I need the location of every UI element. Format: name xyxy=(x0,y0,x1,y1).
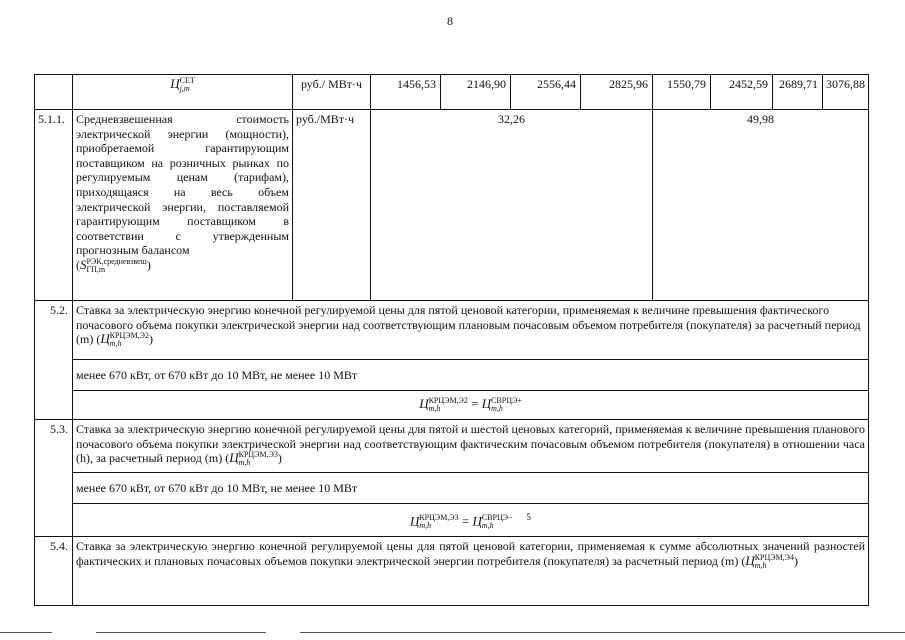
table-row xyxy=(35,504,869,537)
row-number: 5.1.1. xyxy=(35,110,73,301)
network-price-symbol: Ц СЕТ j,m xyxy=(73,75,293,110)
value-cell: 2556,44 xyxy=(511,75,581,110)
table-row xyxy=(35,420,869,473)
table-row xyxy=(35,75,869,110)
table-row xyxy=(35,110,869,301)
value-cell: 2825,96 xyxy=(581,75,653,110)
row-number: 5.3. xyxy=(35,420,73,537)
table-row xyxy=(35,537,869,606)
value-cell: 3076,88 xyxy=(823,75,869,110)
unit-cell: руб./ МВт·ч xyxy=(293,75,371,110)
power-category-text: менее 670 кВт, от 670 кВт до 10 МВт, не менее 10 МВт xyxy=(73,473,869,504)
tariff-table xyxy=(34,74,869,606)
table-row xyxy=(35,360,869,391)
value-cell: 1550,79 xyxy=(653,75,711,110)
row-number: 5.4. xyxy=(35,537,73,606)
table-row xyxy=(35,391,869,420)
value-cell: 2452,59 xyxy=(711,75,773,110)
table-row xyxy=(35,301,869,360)
page-number: 8 xyxy=(447,14,453,28)
value-cell: 2689,71 xyxy=(773,75,823,110)
scan-edge-line xyxy=(96,632,266,633)
formula: Ц КРЦЭМ,Э3 m,h = Ц СВРЦЭ− m,h $^5$ xyxy=(73,504,869,537)
footnote-mark: 5 xyxy=(526,512,532,523)
rate-description: Ставка за электрическую энергию конечной регулируемой цены для пятой ценовой категории, применяемая к величине превышения фактического почасового объема покупки электрической энергии над соответствующим плановым почасовым объемом потребителя (покупателя) за расчетный период (m) (Ц КРЦЭМ,Э2 m,h ) xyxy=(73,301,869,360)
unit-cell: руб./МВт·ч xyxy=(293,110,371,301)
scan-edge-line xyxy=(300,632,905,633)
value-cell: 49,98 xyxy=(653,110,869,301)
table-row xyxy=(35,473,869,504)
rate-description: Ставка за электрическую энергию конечной регулируемой цены для пятой и шестой ценовых категорий, применяемая к величине превышения планового почасового объема покупки электрической энергии над соответствующим фактическим почасовым объемом потребителя (покупателя) в отношении часа (h), за расчетный период (m) (Ц КРЦЭМ,Э3 m,h ) xyxy=(73,420,869,473)
value-cell: 1456,53 xyxy=(371,75,441,110)
value-cell: 2146,90 xyxy=(441,75,511,110)
power-category-text: менее 670 кВт, от 670 кВт до 10 МВт, не менее 10 МВт xyxy=(73,360,869,391)
rate-description: Ставка за электрическую энергию конечной регулируемой цены для пятой ценовой категории, применяемая к сумме абсолютных значений разностей фактических и плановых почасовых объемов покупки электрической энергии потребителя (покупателя) за расчетный период (m) (Ц КРЦЭМ,Э4 m,h ) xyxy=(73,537,869,606)
row-number: 5.2. xyxy=(35,301,73,420)
scan-edge-line xyxy=(0,632,52,633)
description-cell: Средневзвешенная стоимость электрической энергии (мощности), приобретаемой гарантирующим поставщиком на розничных рынках по регулируемым ценам (тарифам), приходящаяся на весь объем электрической энергии, поставляемой гарантирующим поставщиком в соответствии с утвержденным прогнозным балансом (S РЭК,средневзвеш ГП,m ) xyxy=(73,110,293,301)
formula: Ц КРЦЭМ,Э2 m,h = Ц СВРЦЭ+ m,h xyxy=(73,391,869,420)
value-cell: 32,26 xyxy=(371,110,653,301)
